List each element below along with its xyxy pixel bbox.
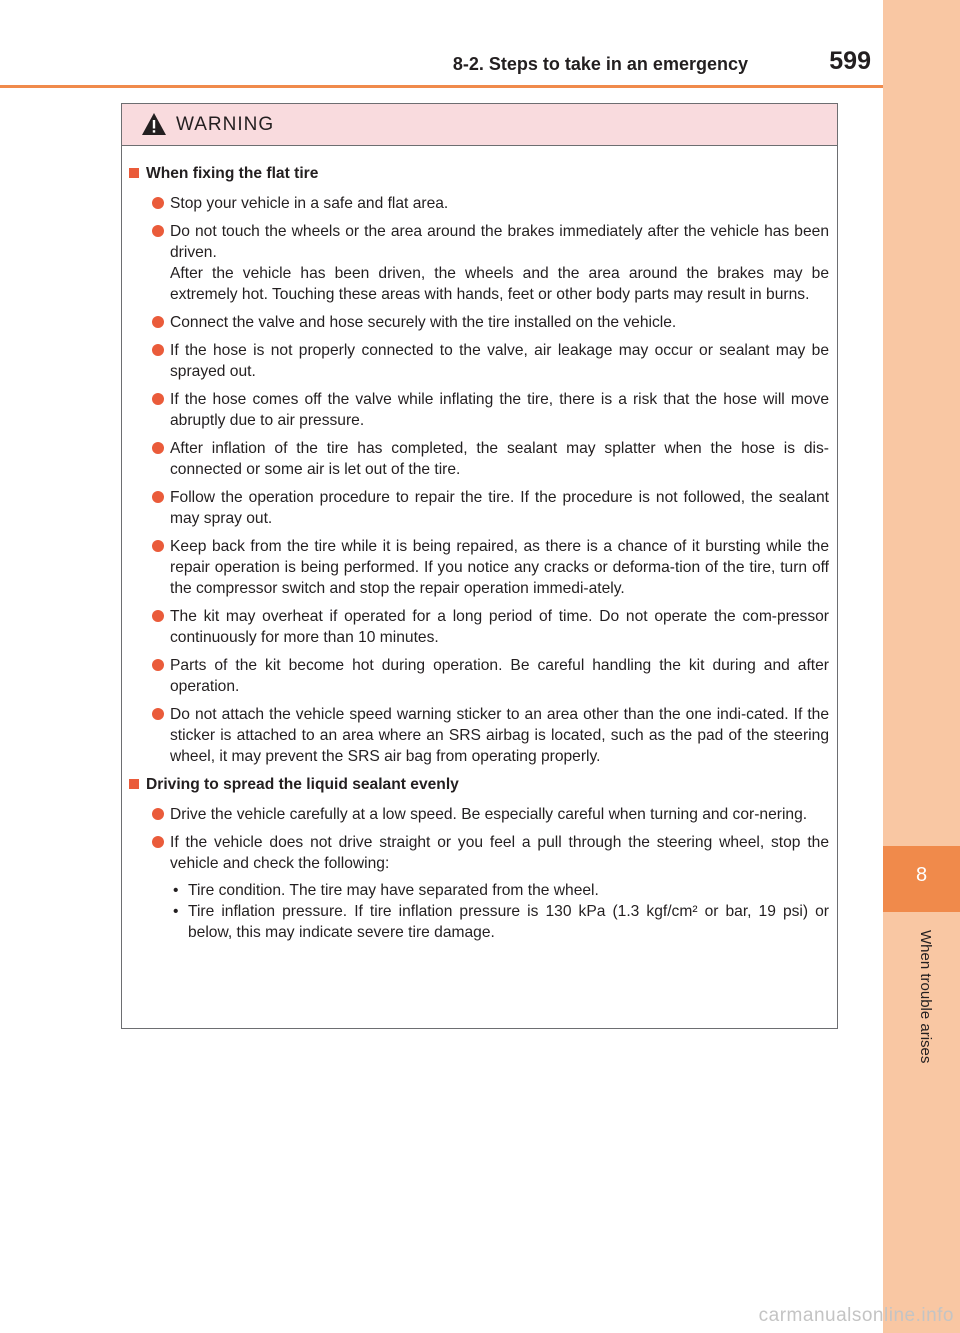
- circle-bullet-icon: [152, 540, 164, 552]
- page-header: [0, 0, 883, 90]
- warning-box: [121, 103, 838, 1029]
- warning-item-text: If the hose comes off the valve while inflating the tire, there is a risk that the hose will move abruptly due to air pressure.: [170, 391, 829, 429]
- section-heading-text: When fixing the flat tire: [146, 165, 319, 182]
- circle-bullet-icon: [152, 708, 164, 720]
- warning-item-text: If the vehicle does not drive straight or you feel a pull through the steering wheel, stop the vehicle and check the following:: [170, 834, 829, 872]
- warning-item-text: Follow the operation procedure to repair the tire. If the procedure is not followed, the sealant may spray out.: [170, 489, 829, 527]
- chapter-number: 8: [915, 864, 928, 886]
- chapter-label: When trouble arises: [917, 930, 934, 1064]
- warning-item-text: Parts of the kit become hot during operation. Be careful handling the kit during and after operation.: [170, 657, 829, 695]
- section-title: 8-2. Steps to take in an emergency: [452, 54, 748, 74]
- square-bullet-icon: [129, 168, 139, 178]
- square-bullet-icon: [129, 779, 139, 789]
- warning-item-text: If the hose is not properly connected to the valve, air leakage may occur or sealant may be sprayed out.: [170, 342, 829, 380]
- chapter-number-block: [883, 846, 960, 912]
- circle-bullet-icon: [152, 808, 164, 820]
- circle-bullet-icon: [152, 393, 164, 405]
- circle-bullet-icon: [152, 197, 164, 209]
- warning-header: [122, 104, 837, 146]
- warning-item-text: Do not touch the wheels or the area around the brakes immediately after the vehicle has been driven.: [170, 223, 829, 261]
- warning-section-heading: [129, 774, 829, 795]
- warning-item: [129, 389, 829, 431]
- warning-item: [129, 832, 829, 943]
- warning-item: [129, 340, 829, 382]
- circle-bullet-icon: [152, 659, 164, 671]
- warning-item-text: Connect the valve and hose securely with the tire installed on the vehicle.: [170, 314, 677, 331]
- sub-bullet-list: [170, 880, 829, 943]
- circle-bullet-icon: [152, 442, 164, 454]
- warning-item: [129, 221, 829, 305]
- warning-item-text: After the vehicle has been driven, the wheels and the area around the brakes may be extremely hot. Touching these areas with hands, feet or other body parts may result in burns.: [170, 265, 829, 303]
- warning-title: WARNING: [176, 114, 275, 135]
- section-heading-text: Driving to spread the liquid sealant evenly: [146, 776, 459, 793]
- warning-item-text: Keep back from the tire while it is being repaired, as there is a chance of it bursting while the repair operation is being performed. If you notice any cracks or deforma-tion of the tire, turn off the compressor switch and stop the repair operation immedi-ately.: [170, 538, 829, 597]
- warning-item: [129, 606, 829, 648]
- warning-item: [129, 655, 829, 697]
- warning-body: [122, 146, 837, 943]
- warning-item: [129, 536, 829, 599]
- warning-item-text: The kit may overheat if operated for a long period of time. Do not operate the com-pressor continuously for more than 10 minutes.: [170, 608, 829, 646]
- warning-item: [129, 438, 829, 480]
- warning-triangle-icon: [141, 112, 167, 136]
- sub-bullet-item: • Tire condition. The tire may have separated from the wheel.: [170, 880, 829, 901]
- warning-item: [129, 704, 829, 767]
- circle-bullet-icon: [152, 316, 164, 328]
- circle-bullet-icon: [152, 491, 164, 503]
- warning-item-text: Stop your vehicle in a safe and flat area.: [170, 195, 449, 212]
- page-number: 599: [829, 47, 871, 75]
- header-rule: [0, 85, 883, 88]
- circle-bullet-icon: [152, 344, 164, 356]
- warning-item: [129, 312, 829, 333]
- circle-bullet-icon: [152, 836, 164, 848]
- footer-watermark: carmanualsonline.info: [758, 1305, 954, 1326]
- warning-item: [129, 487, 829, 529]
- warning-item-text: Drive the vehicle carefully at a low speed. Be especially careful when turning and cor-nering.: [170, 806, 808, 823]
- circle-bullet-icon: [152, 225, 164, 237]
- warning-item-text: Do not attach the vehicle speed warning sticker to an area other than the one indi-cated. If the sticker is attached to an area where an SRS airbag is located, such as the pad of the steering wheel, it may prevent the SRS air bag from operating properly.: [170, 706, 829, 765]
- warning-section-heading: [129, 163, 829, 184]
- warning-item: [129, 193, 829, 214]
- sub-bullet-item: • Tire inflation pressure. If tire inflation pressure is 130 kPa (1.3 kgf/cm² or bar, 19 psi) or below, this may indicate severe tire damage.: [170, 901, 829, 943]
- chapter-side-tab: [883, 0, 960, 1333]
- circle-bullet-icon: [152, 610, 164, 622]
- warning-item: [129, 804, 829, 825]
- warning-item-text: After inflation of the tire has completed, the sealant may splatter when the hose is dis-connected or some air is let out of the tire.: [170, 440, 829, 478]
